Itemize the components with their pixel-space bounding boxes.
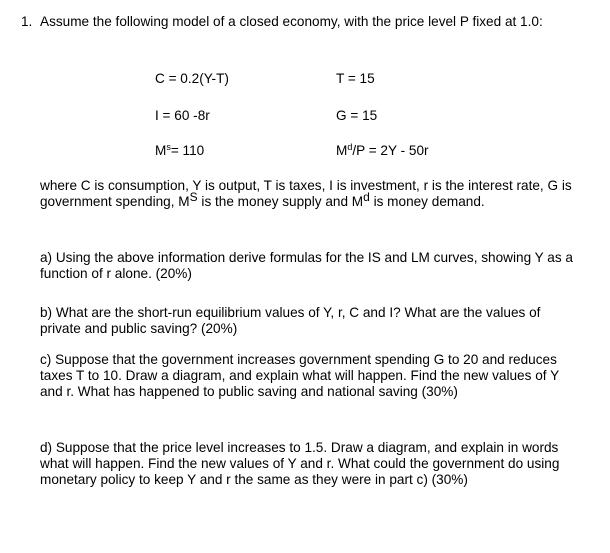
money-demand-superscript: d xyxy=(347,142,353,152)
question-intro: Assume the following model of a closed economy, with the price level P fixed at 1.0: xyxy=(40,14,543,29)
money-supply-rest: = 110 xyxy=(170,143,205,158)
money-supply-equation xyxy=(155,143,204,159)
definitions-part2: is the money supply and M xyxy=(197,194,364,209)
part-d: d) Suppose that the price level increases to 1.5. Draw a diagram, and explain in words what will happen. Find the new values of Y and r. What could the government do using monetary policy to keep Y and r the same as they were in part c) (30%) xyxy=(40,440,560,487)
definitions-part3: is money demand. xyxy=(369,194,485,209)
money-demand-rest: /P = 2Y - 50r xyxy=(352,143,429,158)
money-demand-equation xyxy=(336,143,429,159)
definitions-supply-superscript: S xyxy=(189,190,198,204)
money-supply-superscript: s xyxy=(166,142,171,152)
investment-equation: I = 60 -8r xyxy=(155,108,210,123)
part-a: a) Using the above information derive formulas for the IS and LM curves, showing Y as a function of r alone. (20%) xyxy=(40,250,573,281)
government-equation: G = 15 xyxy=(336,108,378,123)
variable-definitions xyxy=(40,178,585,210)
money-demand-base: M xyxy=(336,143,348,158)
taxes-equation: T = 15 xyxy=(336,71,375,86)
question-number: 1. xyxy=(21,14,33,29)
definitions-demand-superscript: d xyxy=(363,190,370,204)
money-supply-base: M xyxy=(155,143,167,158)
consumption-equation: C = 0.2(Y-T) xyxy=(155,71,229,86)
definitions-part1: where C is consumption, Y is output, T is taxes, I is investment, r is the interest rate, G is government spending, M xyxy=(40,178,572,209)
part-c: c) Suppose that the government increases government spending G to 20 and reduces taxes T to 10. Draw a diagram, and explain what will happen. Find the new values of Y and r. What has happened to public saving and national saving (30%) xyxy=(40,352,559,399)
part-b: b) What are the short-run equilibrium values of Y, r, C and I? What are the values of private and public saving? (20%) xyxy=(40,305,541,336)
